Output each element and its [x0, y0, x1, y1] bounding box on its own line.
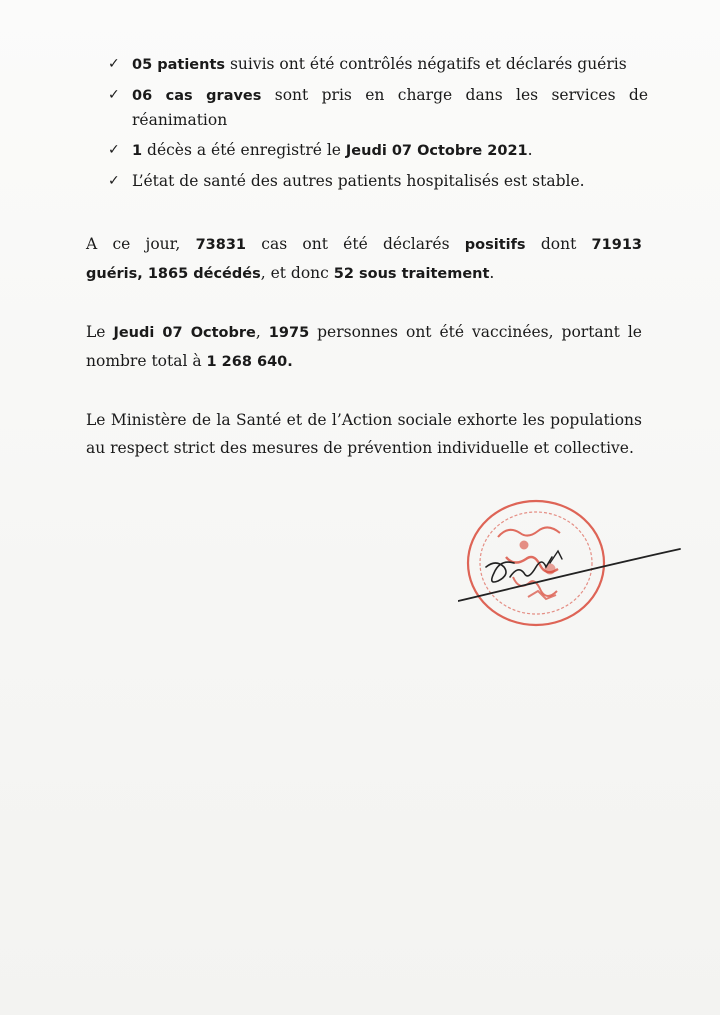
positive-label: positifs	[464, 237, 526, 253]
bullet-text: suivis ont été contrôlés négatifs et déclarés guéris	[225, 55, 627, 73]
stamp-seal	[468, 501, 604, 625]
check-icon: ✓	[108, 56, 120, 72]
bullet-item-stable	[108, 169, 648, 193]
official-stamp-signature	[458, 497, 688, 637]
signature	[458, 549, 680, 601]
bullet-text: L’état de santé des autres patients hospitalisés est stable.	[132, 172, 585, 190]
paragraph-line	[86, 230, 642, 259]
vaccination-date: Jeudi 07 Octobre	[113, 325, 256, 341]
paragraph-vaccination	[86, 318, 642, 376]
bullet-text: sont pris en charge dans les services de réanimation	[132, 86, 648, 129]
text-span: dont	[525, 235, 592, 253]
bullet-text: décès a été enregistré le	[142, 141, 346, 159]
total-cases: 73831	[195, 237, 247, 253]
bullet-item-severe	[108, 83, 648, 132]
recovered-deaths: guéris, 1865 décédés	[86, 266, 261, 282]
bullet-bold: 1	[132, 143, 143, 159]
bullet-list	[108, 52, 648, 199]
check-icon: ✓	[108, 87, 120, 103]
text-span: A ce jour,	[86, 235, 196, 253]
bullet-text-end: .	[527, 141, 533, 159]
text-span: personnes ont été vaccinées, portant le nombre total à	[86, 323, 642, 370]
bullet-bold: 05 patients	[132, 57, 226, 73]
vaccinated-total: 1 268 640.	[206, 354, 293, 370]
bullet-item-death	[108, 138, 648, 163]
bullet-item-recovered	[108, 52, 648, 77]
recovered-count: 71913	[591, 237, 642, 253]
bullet-bold-date: Jeudi 07 Octobre 2021	[345, 143, 528, 159]
text-span: , et donc	[260, 264, 334, 282]
text-span: cas ont été déclarés	[246, 235, 465, 253]
bullet-bold: 06 cas graves	[132, 88, 262, 104]
under-treatment: 52 sous traitement	[333, 266, 490, 282]
vaccinated-count: 1975	[268, 325, 310, 341]
text-span: ,	[255, 323, 269, 341]
text-span: .	[489, 264, 495, 282]
text-span: Le	[86, 323, 114, 341]
paragraph-totals	[86, 230, 642, 288]
paragraph-exhortation: Le Ministère de la Santé et de l’Action sociale exhorte les populations au respect strict des mesures de prévention individuelle et collective.	[86, 411, 642, 457]
check-icon: ✓	[108, 173, 120, 189]
check-icon: ✓	[108, 142, 120, 158]
